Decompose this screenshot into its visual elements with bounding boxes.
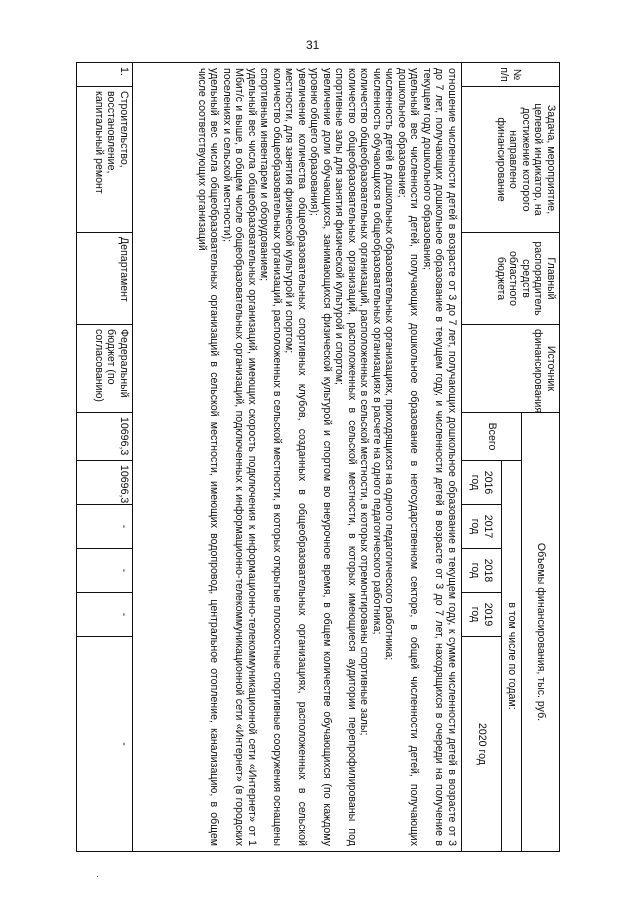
indicator-item: численность детей в дошкольных образовательных организациях, приходящихся на одного педагогического работника; (383, 68, 396, 661)
header-year-2020: 2020 год (462, 637, 502, 852)
table-row (77, 63, 133, 852)
row-2018: - (77, 549, 133, 593)
row-2020: - (77, 637, 133, 852)
indicator-item: количество общеобразовательных организаций, расположенных в сельской местности, в которых отремонтированы спортивные залы; (358, 68, 371, 736)
row-task: Строительство, восстановление, капитальный ремонт (77, 87, 133, 233)
target-indicators-cell (133, 63, 462, 852)
financing-table (76, 62, 560, 852)
indicator-item: отношение численности детей в возрасте от 3 до 7 лет, получающих дошкольное образование в текущем году, к сумме численности детей в возрасте от 3 до 7 лет, получающих дошкольное образование в текущем году, и численности детей в возрасте от 3 до 7 лет, находящихся в очереди на получение в текущем году дошкольного образования; (421, 68, 458, 846)
indicator-item: количество общеобразовательных организаций, расположенных в сельской местности, в которых открытые плоскостные спортивные сооружения оснащены спортивным инвентарем и оборудованием; (258, 68, 283, 846)
indicator-item: удельный вес численности детей, получающих дошкольное образование в негосударственном секторе, в общей численности детей, получающих дошкольное образование; (396, 68, 421, 846)
indicator-item: удельный вес числа общеобразовательных организаций в сельской местности, имеющих водопровод, центральное отопление, канализацию, в общем числе соответствующих организаций (196, 68, 221, 846)
row-source: Федеральный бюджет (по согласованию) (77, 325, 133, 413)
header-by-years: в том числе по годам: (502, 461, 522, 852)
rotated-table-container (76, 62, 560, 852)
row-total: 10696,3 (77, 413, 133, 461)
row-distributor: Департамент (77, 233, 133, 325)
header-year-2018: 2018 год (462, 549, 502, 593)
row-2019: - (77, 593, 133, 637)
indicator-item: численность обучающихся в общеобразовательных организациях в расчете на одного педагогического работника; (371, 68, 383, 635)
corner-mark: · (96, 872, 99, 881)
row-num: 1. (77, 63, 133, 87)
header-distributor: Главный распорядитель средств областного бюджета (462, 233, 560, 325)
header-num: № п/п (462, 63, 560, 87)
header-source: Источник финансирования (462, 325, 560, 413)
header-year-2019: 2019 год (462, 593, 502, 637)
row-2017: - (77, 505, 133, 549)
page-number: 31 (306, 38, 320, 52)
indicator-item: удельный вес числа общеобразовательных организаций, имеющих скорость подключения к информационно-телекоммуникационной сети «Интернет» от 1 Мбит/с и выше, в общем числе общеобразовательных организаций, подключенных к информационно-телекоммуникационной сети «Интернет» (в городских поселениях и сельской местности); (221, 68, 258, 846)
row-2016: 10696,3 (77, 461, 133, 505)
header-volumes: Объемы финансирования, тыс. руб. (522, 413, 560, 852)
header-task: Задача, мероприятие, целевой индикатор, на достижение которого направлено финансирование (462, 87, 560, 233)
header-year-2017: 2017 год (462, 505, 502, 549)
header-year-2016: 2016 год (462, 461, 502, 505)
header-total: Всего (462, 413, 522, 461)
indicator-item: количество общеобразовательных организаций, расположенных в сельской местности, в которых имеющиеся аудитории перепрофилированы под спортивные залы для занятия физической культурой и спортом; (333, 68, 358, 846)
indicator-item: увеличение доли обучающихся, занимающихся физической культурой и спортом во внеурочное время, в общем количестве обучающихся (по каждому уровню общего образования); (308, 68, 333, 846)
indicator-item: увеличение количества общеобразовательных спортивных клубов, созданных в общеобразовательных организациях, расположенных в сельской местности, для занятия физической культурой и спортом; (283, 68, 308, 846)
